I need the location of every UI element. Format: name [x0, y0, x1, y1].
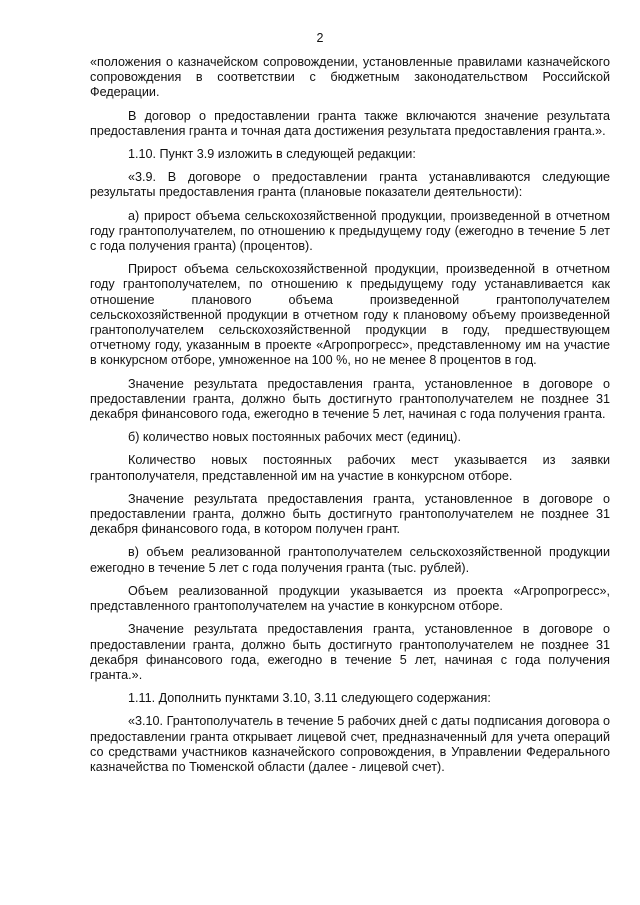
paragraph-4: «3.9. В договоре о предоставлении гранта устанавливаются следующие результаты предоставления гранта (плановые показатели деятельности): — [90, 170, 610, 200]
paragraph-5: а) прирост объема сельскохозяйственной продукции, произведенной в отчетном году грантополучателем, по отношению к предыдущему году (ежегодно в течение 5 лет с года получения гранта) (процентов). — [90, 208, 610, 254]
paragraph-1: «положения о казначейском сопровождении, установленные правилами казначейского сопровождения в соответствии с бюджетным законодательством Российской Федерации. — [90, 55, 610, 100]
paragraph-3: 1.10. Пункт 3.9 изложить в следующей редакции: — [128, 147, 416, 162]
paragraph-15: «3.10. Грантополучатель в течение 5 рабочих дней с даты подписания договора о предоставлении гранта открывает лицевой счет, предназначенный для учета операций со средствами участников казначейского сопровождения, в Управлении Федерального казначейства по Тюменской области (далее - лицевой счет). — [90, 714, 610, 774]
paragraph-11: в) объем реализованной грантополучателем сельскохозяйственной продукции ежегодно в течение 5 лет с года получения гранта (тыс. рублей). — [90, 545, 610, 575]
paragraph-2: В договор о предоставлении гранта также включаются значение результата предоставления гранта и точная дата достижения результата предоставления гранта.». — [90, 108, 610, 138]
document-body — [90, 55, 610, 783]
paragraph-12: Объем реализованной продукции указывается из проекта «Агропрогресс», представленного грантополучателем на участие в конкурсном отборе. — [90, 583, 610, 614]
page-number: 2 — [316, 31, 324, 45]
paragraph-7: Значение результата предоставления гранта, установленное в договоре о предоставлении гранта, должно быть достигнуто грантополучателем не позднее 31 декабря финансового года, ежегодно в течение 5 лет, начиная с года получения гранта. — [90, 376, 610, 422]
paragraph-8: б) количество новых постоянных рабочих мест (единиц). — [128, 430, 461, 445]
paragraph-6: Прирост объема сельскохозяйственной продукции, произведенной в отчетном году грантополучателем, по отношению к предыдущему году устанавливается как отношение планового объема произведенной грантополучателем сельскохозяйственной продукции в отчетном году к плановому объему произведенной грантополучателем сельскохозяйственной продукции в году, предшествующем отчетному году, указанным в проекте «Агропрогресс», представленному им на участие в конкурсном отборе, умноженное на 100 %, но не менее 8 процентов в год. — [90, 262, 610, 368]
paragraph-9: Количество новых постоянных рабочих мест указывается из заявки грантополучателя, представленной им на участие в конкурсном отборе. — [90, 453, 610, 483]
paragraph-10: Значение результата предоставления гранта, установленное в договоре о предоставлении гранта, должно быть достигнуто грантополучателем не позднее 31 декабря финансового года, в котором получен грант. — [90, 491, 610, 537]
paragraph-14: 1.11. Дополнить пунктами 3.10, 3.11 следующего содержания: — [128, 691, 491, 706]
paragraph-13: Значение результата предоставления гранта, установленное в договоре о предоставлении гранта, должно быть достигнуто грантополучателем не позднее 31 декабря финансового года, ежегодно в течение 5 лет, начиная с года получения гранта.». — [90, 622, 610, 682]
